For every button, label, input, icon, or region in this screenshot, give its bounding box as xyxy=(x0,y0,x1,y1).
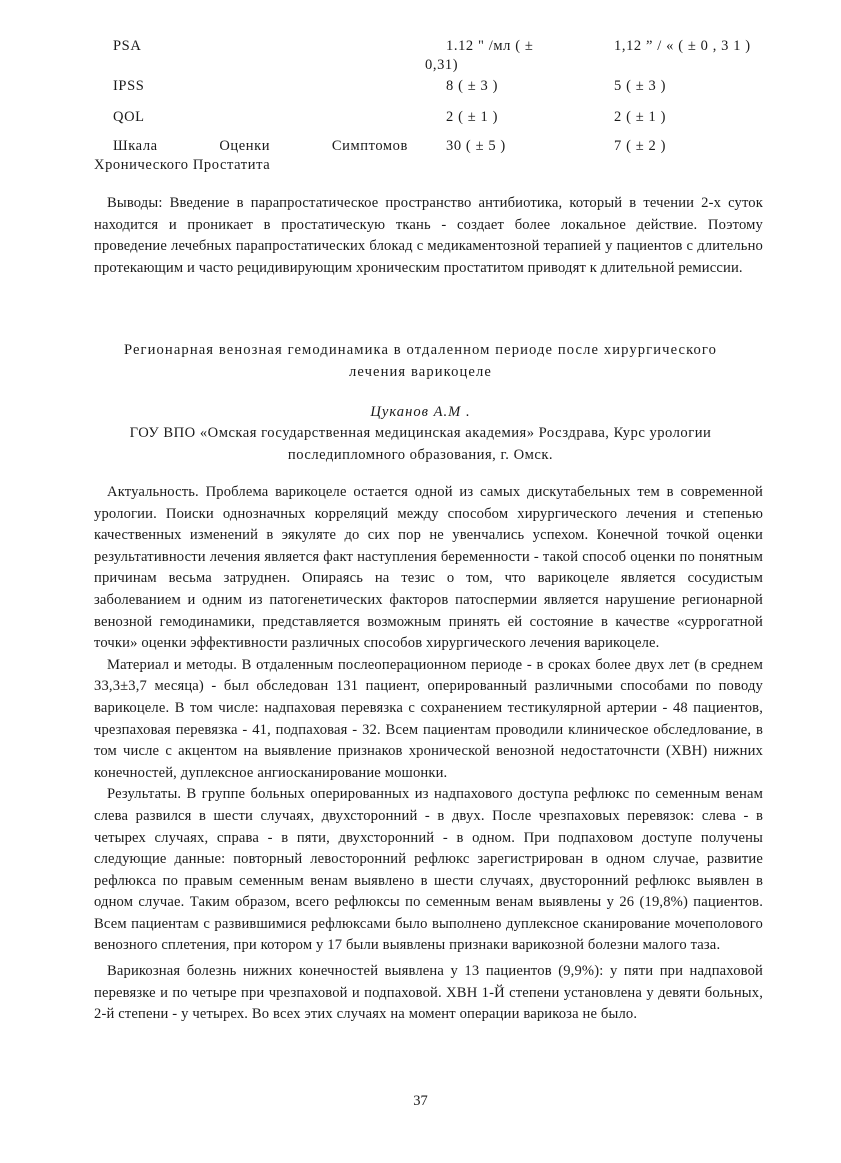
table-cell-name xyxy=(113,137,408,156)
table-cell-name: IPSS xyxy=(113,78,145,94)
page-number: 37 xyxy=(413,1093,428,1109)
table-cell-name-wrap: Хронического Простатита xyxy=(94,157,271,173)
article-author: Цуканов А.М . xyxy=(370,404,471,420)
varicose-paragraph: Варикозная болезнь нижних конечностей выявлена у 13 пациентов (9,9%): у пяти при надпаховой перевязке и по четыре при чрезпаховой и подпаховой. ХВН 1-Й степени установлена у девяти больных, 2-й степени - у четырех. Во всех этих случаях на момент операции варикоза не было. xyxy=(94,963,763,1023)
conclusion-text: Выводы: Введение в парапростатическое пространство антибиотика, который в течении 2-х суток находится и проникает в простатическую ткань - создает более локальное действие. Поэтому проведение лечебных парапростатических блокад с медикаментозной терапией у пациентов с длительно протекающим и часто рецидивирующим хроническим простатитом приводят к длительной ремиссии. xyxy=(94,195,763,276)
article-body xyxy=(94,482,763,1026)
table-cell-after: 1,12 ” / « ( ± 0 , 3 1 ) xyxy=(614,38,751,54)
table-cell-before-wrap: 0,31) xyxy=(425,57,459,73)
article-title xyxy=(60,340,781,383)
table-cell-after: 5 ( ± 3 ) xyxy=(614,78,667,94)
table-cell-name: PSA xyxy=(113,38,142,54)
conclusion-paragraph xyxy=(94,193,763,279)
relevance-paragraph: Актуальность. Проблема варикоцеле остается одной из самых дискутабельных тем в современной урологии. Поиски однозначных корреляций между способом хирургического лечения и степенью качественных изменений в эякуляте до сих пор не увенчались успехом. Конечной точкой оценки результативности лечения является факт наступления беременности - такой способ оценки по понятным причинам весьма затруднен. Опираясь на тезис о том, что варикоцеле является сосудистым заболеванием и одним из патогенетических факторов патоспермии является нарушение регионарной венозной гемодинамики, представляется возможным принять ей состояние в качестве «суррогатной точки» оценки эффективности различных способов хирургического лечения варикоцеле. xyxy=(94,484,763,652)
results-paragraph: Результаты. В группе больных оперированных из надпахового доступа рефлюкс по семенным венам слева развился в шести случаях, двухсторонний - в двух. После чрезпаховых перевязок: слева - в четырех случаях, справа - в пяти, двухсторонний - в одном. При подпаховом доступе получены следующие данные: повторный левосторонний рефлюкс зарегистрирован в одном случае, развитие рефлюкса по правым семенным венам выявлено в шести случаях, двусторонний рефлюкс выявлен в одном случае. Таким образом, всего рефлюксы по семенным венам выявлены у 26 (19,8%) пациентов. Всем пациентам с развившимися рефлюксами было выполнено дуплексное сканирование мочеполового венозного сплетения, при котором у 17 были выявлены признаки варикозной болезни малого таза. xyxy=(94,786,763,954)
table-cell-before: 2 ( ± 1 ) xyxy=(446,109,499,125)
name-word: Шкала xyxy=(113,138,158,154)
affiliation-line: ГОУ ВПО «Омская государственная медицинская академия» Росздрава, Курс урологии xyxy=(129,425,712,441)
table-cell-before: 30 ( ± 5 ) xyxy=(446,138,506,154)
table-cell-after: 7 ( ± 2 ) xyxy=(614,138,667,154)
table-cell-before: 1.12 " /мл ( ± xyxy=(446,38,534,54)
article-affiliation xyxy=(60,423,781,466)
affiliation-line: последипломного образования, г. Омск. xyxy=(287,446,554,463)
name-word: Оценки xyxy=(219,138,271,154)
methods-paragraph: Материал и методы. В отдаленным послеоперационном периоде - в сроках более двух лет (в среднем 33,3±3,7 месяца) - был обследован 131 пациент, оперированный различными способами по поводу варикоцеле. В том числе: надпаховая перевязка с сохранением тестикулярной артерии - 48 пациентов, чрезпаховая перевязка - 41, подпаховая - 32. Всем пациентам проводили клиническое обследлование, в том числе с акцентом на выявление признаков хронической венозной недостаточнсти (ХВН) нижних конечностей, дуплексное ангиосканирование мошонки. xyxy=(94,656,763,781)
name-word: Симптомов xyxy=(331,138,408,154)
table-cell-before: 8 ( ± 3 ) xyxy=(446,78,499,94)
table-cell-after: 2 ( ± 1 ) xyxy=(614,109,667,125)
table-cell-name: QOL xyxy=(113,109,145,125)
article-title-line: лечения варикоцеле xyxy=(349,363,492,380)
article-title-line: Регионарная венозная гемодинамика в отдаленном периоде после хирургического xyxy=(123,342,718,358)
